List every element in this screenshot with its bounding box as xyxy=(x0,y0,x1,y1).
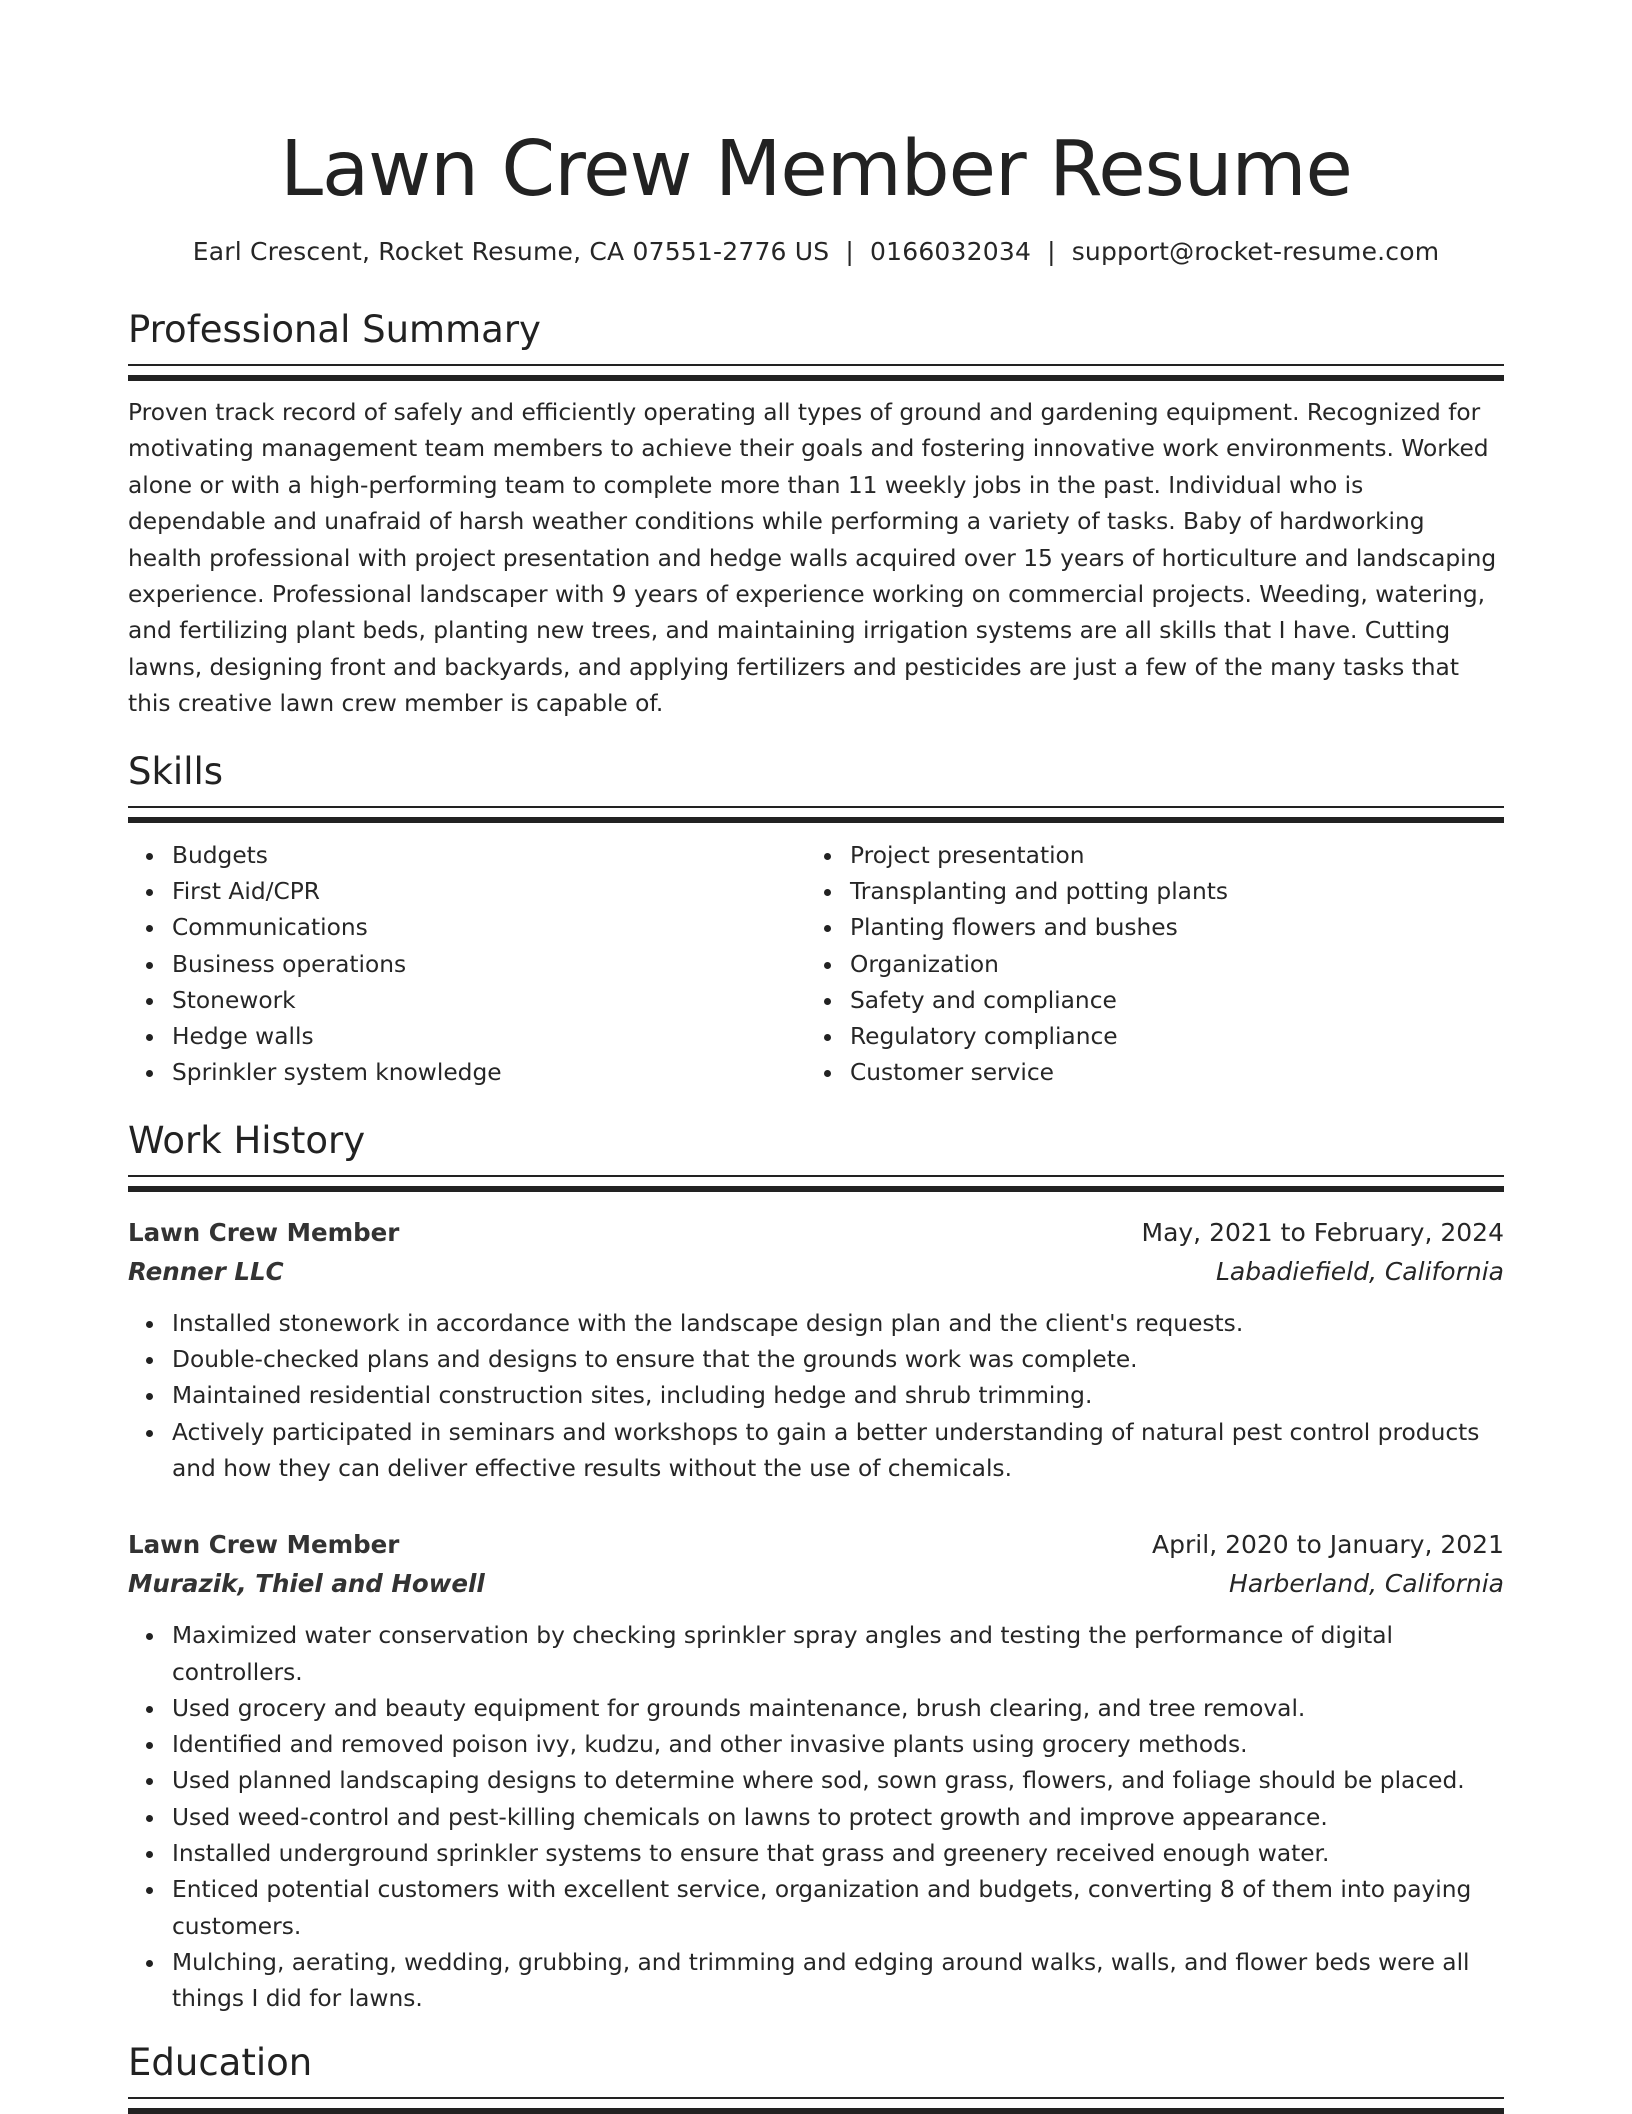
job-bullet: Identified and removed poison ivy, kudzu, and other invasive plants using grocery methods. xyxy=(172,1727,1504,1763)
job-company: Murazik, Thiel and Howell xyxy=(128,1569,485,1599)
job-header-row xyxy=(128,1526,1504,1564)
section-divider xyxy=(128,806,1504,823)
job-company-row xyxy=(128,1252,1504,1292)
job-company-row xyxy=(128,1564,1504,1604)
job-title: Lawn Crew Member xyxy=(128,1217,400,1247)
contact-separator: | xyxy=(845,237,854,266)
skill-item: Budgets xyxy=(172,838,806,874)
work-history-section xyxy=(128,1117,1504,2018)
section-divider xyxy=(128,364,1504,381)
skill-item: Stonework xyxy=(172,983,806,1019)
section-title-summary: Professional Summary xyxy=(128,308,541,351)
contact-address: Earl Crescent, Rocket Resume, CA 07551-2776 US xyxy=(192,237,830,266)
job-dates: May, 2021 to February, 2024 xyxy=(1141,1217,1504,1247)
job-bullet: Maintained residential construction sites, including hedge and shrub trimming. xyxy=(172,1378,1504,1414)
job-bullets xyxy=(128,1618,1504,2017)
skills-section xyxy=(128,748,1504,1092)
job-bullet: Used grocery and beauty equipment for grounds maintenance, brush clearing, and tree removal. xyxy=(172,1691,1504,1727)
skill-item: Sprinkler system knowledge xyxy=(172,1055,806,1091)
skill-item: Regulatory compliance xyxy=(850,1019,1484,1055)
job-company: Renner LLC xyxy=(128,1256,284,1286)
job-entry xyxy=(128,1526,1504,2017)
job-bullet: Mulching, aerating, wedding, grubbing, and trimming and edging around walks, walls, and flower beds were all things I did for lawns. xyxy=(172,1945,1504,2018)
job-title: Lawn Crew Member xyxy=(128,1530,400,1560)
skill-item: First Aid/CPR xyxy=(172,874,806,910)
contact-phone: 0166032034 xyxy=(870,237,1032,266)
job-bullet: Actively participated in seminars and workshops to gain a better understanding of natural pest control products and how they can deliver effective results without the use of chemicals. xyxy=(172,1415,1504,1488)
job-location: Labadiefield, California xyxy=(1215,1256,1504,1286)
skill-item: Safety and compliance xyxy=(850,983,1484,1019)
professional-summary-section xyxy=(128,306,1504,723)
skill-item: Business operations xyxy=(172,947,806,983)
job-bullet: Used weed-control and pest-killing chemicals on lawns to protect growth and improve appearance. xyxy=(172,1800,1504,1836)
skill-item: Communications xyxy=(172,910,806,946)
summary-text: Proven track record of safely and efficiently operating all types of ground and gardening equipment. Recognized for motivating management team members to achieve their goals and fostering innovative work environments. Worked alone or with a high-performing team to complete more than 11 weekly jobs in the past. Individual who is dependable and unafraid of harsh weather conditions while performing a variety of tasks. Baby of hardworking health professional with project presentation and hedge walls acquired over 15 years of horticulture and landscaping experience. Professional landscaper with 9 years of experience working on commercial projects. Weeding, watering, and fertilizing plant beds, planting new trees, and maintaining irrigation systems are all skills that I have. Cutting lawns, designing front and backyards, and applying fertilizers and pesticides are just a few of the many tasks that this creative lawn crew member is capable of. xyxy=(128,399,1497,718)
job-bullet: Installed stonework in accordance with the landscape design plan and the client's requests. xyxy=(172,1306,1504,1342)
job-bullets xyxy=(128,1306,1504,1487)
job-bullet: Installed underground sprinkler systems to ensure that grass and greenery received enough water. xyxy=(172,1836,1504,1872)
contact-line xyxy=(128,235,1504,269)
job-dates: April, 2020 to January, 2021 xyxy=(1152,1530,1504,1560)
job-bullet: Double-checked plans and designs to ensure that the grounds work was complete. xyxy=(172,1342,1504,1378)
job-entry xyxy=(128,1214,1504,1487)
job-bullet: Used planned landscaping designs to determine where sod, sown grass, flowers, and foliage should be placed. xyxy=(172,1763,1504,1799)
skill-item: Planting flowers and bushes xyxy=(850,910,1484,946)
resume-title: Lawn Crew Member Resume xyxy=(280,125,1352,214)
skill-item: Transplanting and potting plants xyxy=(850,874,1484,910)
section-divider xyxy=(128,1175,1504,1192)
resume-page xyxy=(128,0,1504,2114)
skill-item: Hedge walls xyxy=(172,1019,806,1055)
skill-item: Organization xyxy=(850,947,1484,983)
job-location: Harberland, California xyxy=(1229,1569,1504,1599)
section-title-work-history: Work History xyxy=(128,1118,366,1162)
contact-separator: | xyxy=(1047,237,1056,266)
skills-list-right xyxy=(806,838,1484,1092)
job-bullet: Maximized water conservation by checking sprinkler spray angles and testing the performance of digital controllers. xyxy=(172,1618,1504,1691)
section-title-education: Education xyxy=(128,2041,313,2085)
contact-email: support@rocket-resume.com xyxy=(1071,237,1440,266)
education-section xyxy=(128,2039,1504,2114)
job-bullet: Enticed potential customers with excellent service, organization and budgets, converting 8 of them into paying customers. xyxy=(172,1872,1504,1945)
skills-list-left xyxy=(128,838,806,1092)
skill-item: Customer service xyxy=(850,1055,1484,1091)
section-title-skills: Skills xyxy=(128,749,224,793)
job-header-row xyxy=(128,1214,1504,1252)
skill-item: Project presentation xyxy=(850,838,1484,874)
skills-columns xyxy=(128,838,1504,1092)
